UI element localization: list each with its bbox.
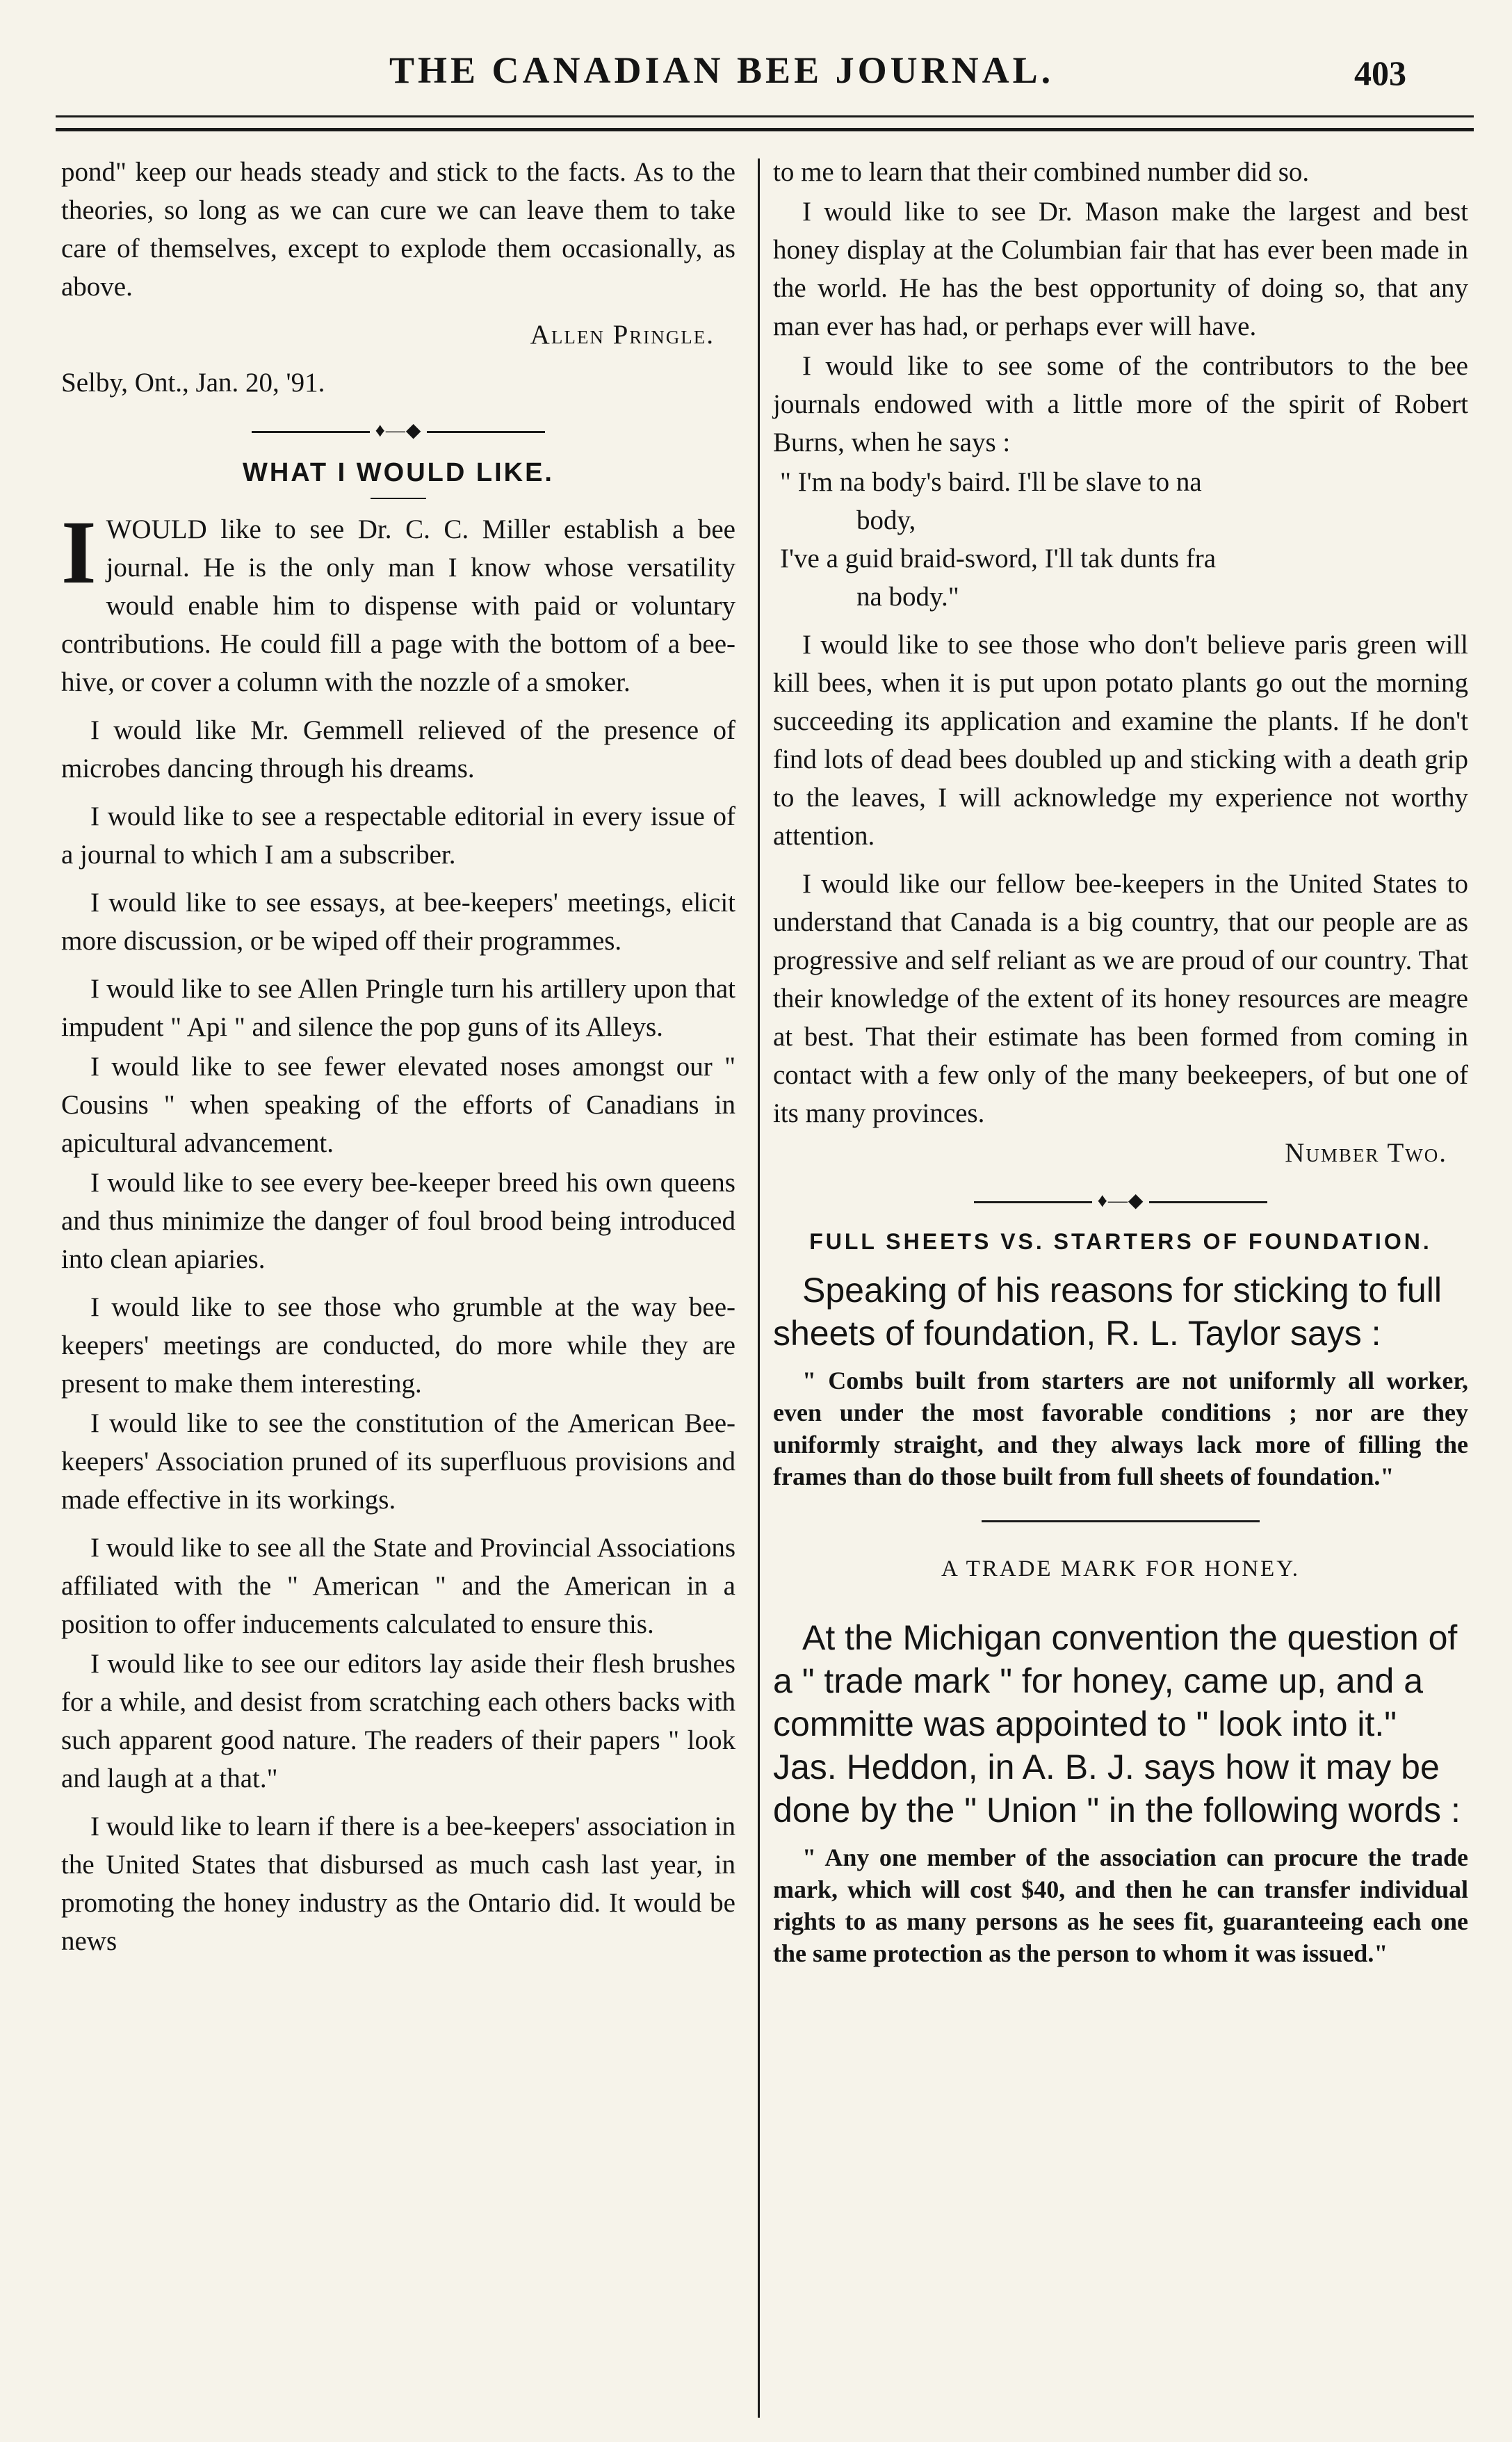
- ornament-glyph: ♦—◆: [1097, 1190, 1144, 1212]
- trade-mark-lead: At the Michigan convention the question of a " trade mark " for honey, came up, and a committe was appointed to " look into it." Jas. Heddon, in A. B. J. says how it may be done by the " Union " in the following words :: [773, 1618, 1461, 1830]
- paragraph-gemmell: I would like Mr. Gemmell relieved of the presence of microbes dancing through his dreams.: [61, 715, 735, 783]
- poem-line-1: " I'm na body's baird. I'll be slave to na: [780, 467, 1202, 497]
- poem-line-2: body,: [856, 505, 916, 535]
- paragraph-grumble: I would like to see those who grumble at the way bee-keepers' meetings are conducted, do more while they are present to make them interesting.: [61, 1292, 735, 1399]
- drop-cap: I: [61, 503, 97, 603]
- dateline: Selby, Ont., Jan. 20, '91.: [61, 368, 325, 398]
- paragraph-continuation: to me to learn that their combined number did so.: [773, 157, 1310, 187]
- header-rule-bottom: [56, 128, 1474, 131]
- left-column: [61, 153, 735, 1970]
- taylor-quote: " Combs built from starters are not uniformly all worker, even under the most favorable conditions ; nor are they uniformly straight, and they always lack more of filling the frames than do those built from full sheets of foundation.": [773, 1367, 1468, 1490]
- title-underline: [371, 498, 426, 499]
- ornament-bar-left: [974, 1201, 1092, 1203]
- ornament-bar-left: [252, 431, 370, 433]
- ornament-bar-right: [427, 431, 545, 433]
- paragraph-burns: I would like to see some of the contributors to the bee journals endowed with a little more of the spirit of Robert Burns, when he says :: [773, 351, 1468, 457]
- paragraph-constitution: I would like to see the constitution of the American Bee-keepers' Association pruned of its superfluous provisions and made effective in its workings.: [61, 1408, 735, 1515]
- paragraph-cousins: I would like to see fewer elevated noses amongst our " Cousins " when speaking of the efforts of Canadians in apicultural advancement.: [61, 1052, 735, 1158]
- header-rule-top: [56, 115, 1474, 117]
- section-title-full-sheets: FULL SHEETS VS. STARTERS OF FOUNDATION.: [809, 1229, 1432, 1254]
- ornament-divider-right: [773, 1182, 1468, 1220]
- ornament-glyph: ♦—◆: [375, 420, 422, 441]
- paragraph-paris-green: I would like to see those who don't believe paris green will kill bees, when it is put upon potato plants go out the morning succeeding its application and examine the plants. If he don't find lots of dead bees doubled up and sticking with a death grip to the leaves, I will acknowledge my experience not worthy attention.: [773, 630, 1468, 851]
- paragraph-queens: I would like to see every bee-keeper breed his own queens and thus minimize the danger of foul brood being introduced into clean apiaries.: [61, 1168, 735, 1274]
- paragraph-editorial: I would like to see a respectable editorial in every issue of a journal to which I am a subscriber.: [61, 801, 735, 870]
- opening-paragraph-text: WOULD like to see Dr. C. C. Miller establish a bee journal. He is the only man I know whose versatility would enable him to dispense with paid or voluntary contributions. He could fill a page with the bottom of a bee-hive, or cover a column with the nozzle of a smoker.: [61, 514, 735, 697]
- opening-paragraph: [61, 503, 735, 701]
- ornament-bar-right: [1149, 1201, 1267, 1203]
- heddon-quote: " Any one member of the association can procure the trade mark, which will cost $40, and then he can transfer individual rights to as many persons as he sees fit, guaranteeing each one the same protection as the person to whom it was issued.": [773, 1843, 1468, 1967]
- paragraph-canada: I would like our fellow bee-keepers in the United States to understand that Canada is a big country, that our people are as progressive and self reliant as we are proud of our country. That their knowledge of the extent of its honey resources are meagre at best. That their estimate has been formed from coming in contact with a few only of the many beekeepers, of but one of its many provinces.: [773, 869, 1468, 1128]
- right-column: [773, 153, 1468, 1979]
- column-divider: [758, 158, 760, 2418]
- paragraph-editors: I would like to see our editors lay aside their flesh brushes for a while, and desist from scratching each others backs with such apparent good nature. The readers of their papers " look and laugh at a that.": [61, 1649, 735, 1793]
- page-number: 403: [1354, 54, 1406, 92]
- section-title-what-i-would-like: WHAT I WOULD LIKE.: [242, 458, 554, 487]
- signature-pringle: Allen Pringle.: [530, 320, 715, 350]
- running-head-title: THE CANADIAN BEE JOURNAL.: [389, 49, 1055, 91]
- paragraph-mason: I would like to see Dr. Mason make the largest and best honey display at the Columbian fair that has ever been made in the world. He has the best opportunity of doing so, that any man ever has had, or perhaps ever will have.: [773, 197, 1468, 341]
- burns-poem: [773, 463, 1468, 616]
- paragraph-ontario: I would like to learn if there is a bee-keepers' association in the United States that disbursed as much cash last year, in promoting the honey industry as the Ontario did. It would be news: [61, 1812, 735, 1956]
- paragraph-essays: I would like to see essays, at bee-keepers' meetings, elicit more discussion, or be wiped off their programmes.: [61, 888, 735, 956]
- poem-line-4: na body.": [856, 582, 959, 612]
- section-title-trade-mark: A TRADE MARK FOR HONEY.: [941, 1556, 1301, 1581]
- poem-line-3: I've a guid braid-sword, I'll tak dunts fra: [780, 544, 1217, 573]
- full-sheets-lead: Speaking of his reasons for sticking to full sheets of foundation, R. L. Taylor says :: [773, 1271, 1442, 1353]
- paragraph-pringle: I would like to see Allen Pringle turn his artillery upon that impudent " Api " and silence the pop guns of its Alleys.: [61, 974, 735, 1042]
- signature-number-two: Number Two.: [1285, 1138, 1447, 1168]
- section-rule: [982, 1520, 1260, 1522]
- intro-paragraph: pond" keep our heads steady and stick to the facts. As to the theories, so long as we can cure we can leave them to take care of themselves, except to explode them occasionally, as above.: [61, 157, 735, 302]
- ornament-divider: [61, 412, 735, 450]
- paragraph-associations: I would like to see all the State and Provincial Associations affiliated with the " American " and the American in a position to offer inducements calculated to ensure this.: [61, 1533, 735, 1639]
